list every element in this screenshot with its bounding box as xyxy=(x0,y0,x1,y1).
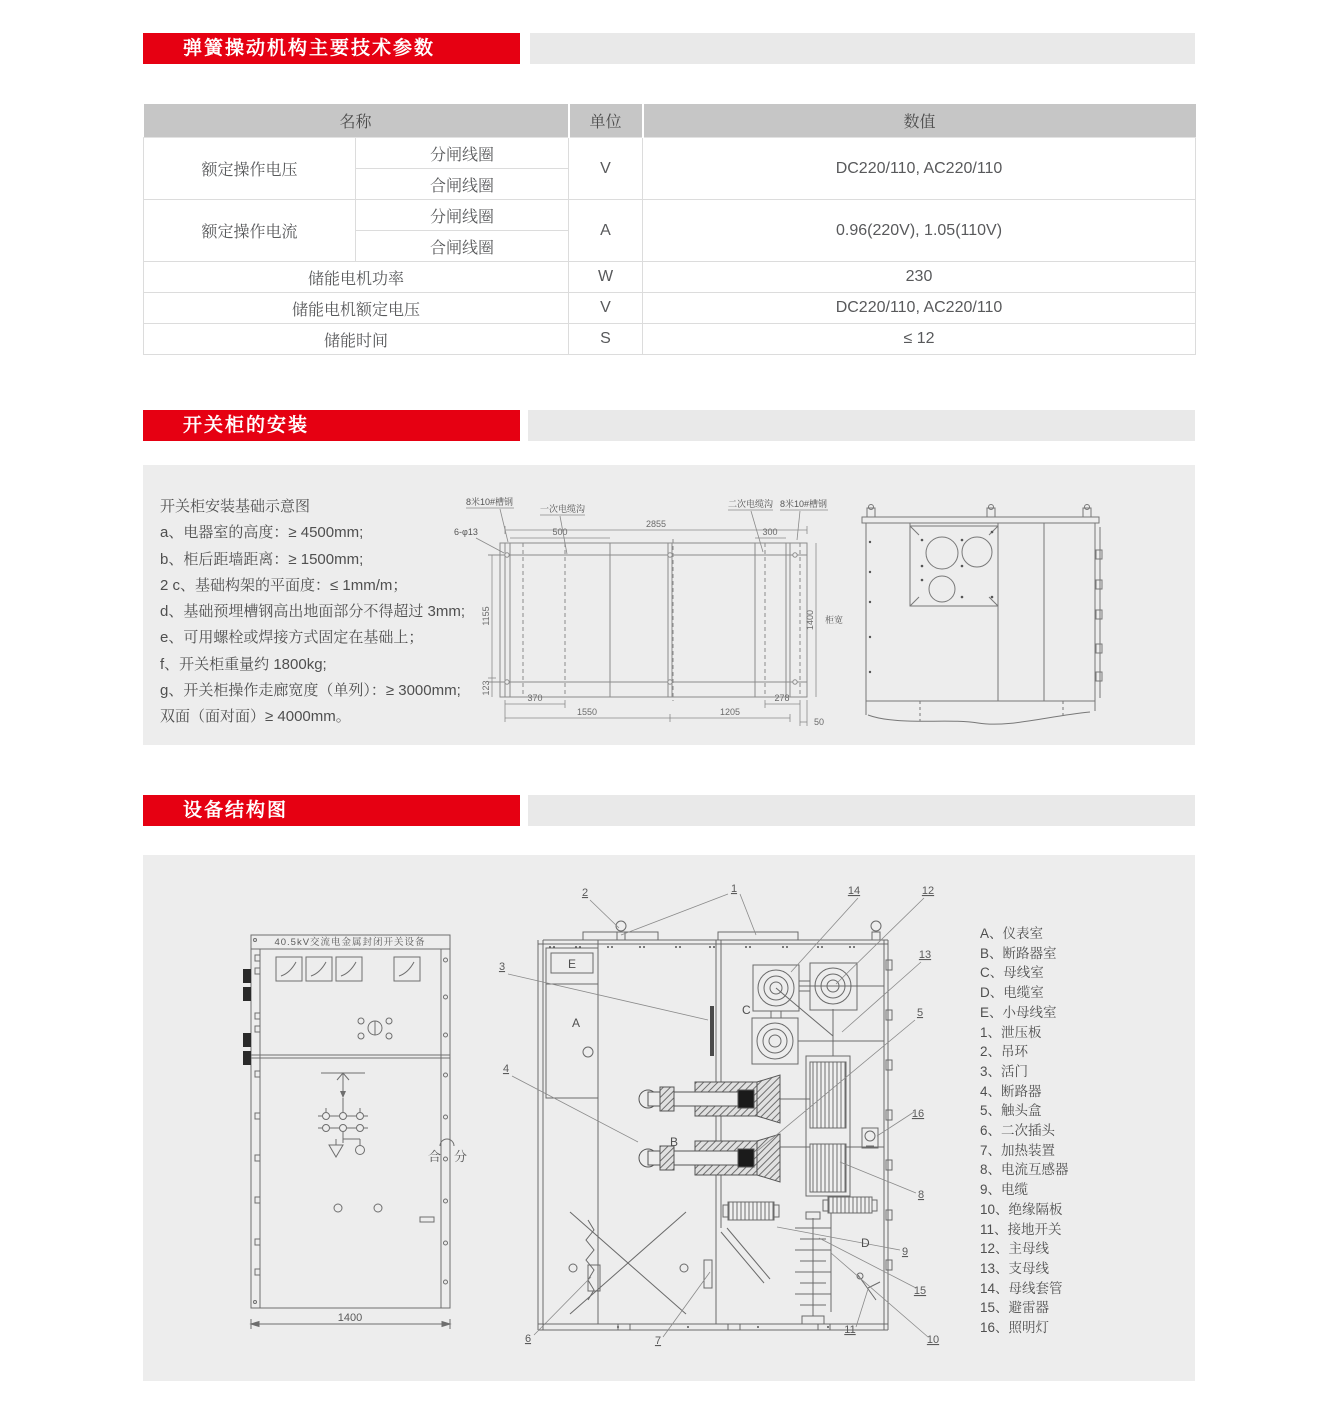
parameters-table xyxy=(143,104,1196,355)
cell-value: DC220/110, AC220/110 xyxy=(643,138,1196,200)
frontview-outline xyxy=(251,935,454,1329)
table-row xyxy=(144,138,1196,169)
section-banner-spring-params: 弹簧操动机构主要技术参数 xyxy=(143,33,520,64)
install-note-line: f、开关柜重量约 1800kg; xyxy=(160,655,327,673)
plan-dimension-labels xyxy=(481,519,843,727)
legend-item: 2、吊环 xyxy=(980,1044,1029,1060)
callout-8: 8 xyxy=(917,1189,925,1201)
dim-1155: 1155 xyxy=(481,606,491,626)
anchor-holes-label: 6-φ13 xyxy=(454,527,478,537)
banner-gray-bar xyxy=(530,33,1195,64)
legend-item: A、仪表室 xyxy=(980,926,1044,941)
col-header-name: 名称 xyxy=(144,104,569,138)
cell-value: 230 xyxy=(643,262,1196,293)
dim-300: 300 xyxy=(762,527,778,537)
roof-bolts xyxy=(549,946,855,1328)
legend-item: 7、加热装置 xyxy=(980,1142,1056,1158)
table-header-row xyxy=(144,104,1196,138)
callout-16: 16 xyxy=(911,1108,925,1120)
table-row xyxy=(144,324,1196,355)
callout-4: 4 xyxy=(502,1063,510,1075)
legend-item: 13、支母线 xyxy=(980,1260,1050,1276)
topview-bolts xyxy=(869,531,994,674)
cell-sub: 合闸线圈 xyxy=(356,231,569,262)
dim-total: 2855 xyxy=(645,519,667,529)
banner-gray-bar xyxy=(528,795,1195,826)
dim-1205: 1205 xyxy=(719,707,741,717)
channel-steel-right-label: 8米10#槽钢 xyxy=(780,499,828,509)
install-note-line: 2 c、基础构架的平面度：≤ 1mm/m； xyxy=(160,576,408,594)
plan-outline xyxy=(488,539,807,701)
arrow-glyph xyxy=(340,1091,346,1098)
channel-steel-left-label: 8米10#槽钢 xyxy=(466,497,514,507)
compartment-E: E xyxy=(568,957,577,971)
secondary-trench-label: 二次电缆沟 xyxy=(728,499,774,509)
cell-group: 储能电机额定电压 xyxy=(144,293,569,324)
callout-11: 11 xyxy=(844,1324,856,1336)
install-note-line: e、可用螺栓或焊接方式固定在基础上； xyxy=(160,629,424,647)
cell-sub: 分闸线圈 xyxy=(356,138,569,169)
callout-14: 14 xyxy=(847,885,861,897)
legend-item: B、断路器室 xyxy=(980,945,1057,961)
install-note-line: a、电器室的高度：≥ 4500mm; xyxy=(160,524,364,542)
legend-item: 15、避雷器 xyxy=(980,1300,1050,1316)
col-header-value: 数值 xyxy=(643,104,1196,138)
cell-value: DC220/110, AC220/110 xyxy=(643,293,1196,324)
callout-6: 6 xyxy=(524,1333,532,1345)
cell-unit: W xyxy=(569,262,643,293)
callout-3: 3 xyxy=(498,961,506,973)
legend-item: 5、触头盒 xyxy=(980,1103,1042,1119)
close-label: 合 xyxy=(428,1149,442,1164)
legend-item: 8、电流互感器 xyxy=(980,1162,1069,1178)
callout-7: 7 xyxy=(654,1335,662,1347)
anchor-holes xyxy=(505,553,797,684)
compartment-B: B xyxy=(670,1135,679,1149)
open-label: 分 xyxy=(454,1149,468,1164)
bushing-row-1 xyxy=(639,1075,780,1123)
legend-item: 3、活门 xyxy=(980,1063,1029,1079)
dim-1400: 1400 xyxy=(805,609,815,631)
callout-2: 2 xyxy=(581,887,589,899)
legend-item: 9、电缆 xyxy=(980,1182,1029,1198)
primary-trench-label: 一次电缆沟 xyxy=(540,504,586,514)
legend-item: D、电缆室 xyxy=(980,985,1044,1001)
callout-15: 15 xyxy=(913,1285,927,1297)
dim-50: 50 xyxy=(814,717,825,727)
foundation-plan-drawing xyxy=(448,492,848,742)
shutter-plate xyxy=(710,1006,714,1056)
cell-group: 储能时间 xyxy=(144,324,569,355)
cell-value: ≤ 12 xyxy=(643,324,1196,355)
legend-item: C、母线室 xyxy=(980,965,1044,981)
legend-item: E、小母线室 xyxy=(980,1004,1057,1020)
section-banner-structure: 设备结构图 xyxy=(143,795,520,826)
installation-notes xyxy=(160,494,480,731)
bushing-row-2 xyxy=(639,1134,780,1182)
legend-item: 16、照明灯 xyxy=(980,1320,1050,1336)
install-note-heading: 开关柜安装基础示意图 xyxy=(160,498,311,515)
compartment-A: A xyxy=(572,1016,581,1030)
legend-item: 12、主母线 xyxy=(980,1241,1050,1257)
callout-12: 12 xyxy=(921,885,935,897)
install-note-line: 双面（面对面）≥ 4000mm。 xyxy=(160,708,351,726)
cell-unit: V xyxy=(569,138,643,200)
front-width-dim: 1400 xyxy=(337,1312,363,1324)
cell-group: 额定操作电流 xyxy=(144,200,356,262)
cell-unit: S xyxy=(569,324,643,355)
structure-legend xyxy=(980,924,1180,1338)
cell-group: 额定操作电压 xyxy=(144,138,356,200)
col-header-unit: 单位 xyxy=(569,104,643,138)
cell-group: 储能电机功率 xyxy=(144,262,569,293)
cabinet-section-view-drawing xyxy=(488,880,978,1355)
front-view-title: 40.5kV交流电金属封闭开关设备 xyxy=(274,937,426,948)
install-note-line: d、基础预埋槽钢高出地面部分不得超过 3mm; xyxy=(160,603,466,621)
callout-5: 5 xyxy=(916,1007,924,1019)
cell-value: 0.96(220V), 1.05(110V) xyxy=(643,200,1196,262)
legend-item: 1、泄压板 xyxy=(980,1024,1042,1040)
cell-unit: V xyxy=(569,293,643,324)
cell-sub: 合闸线圈 xyxy=(356,169,569,200)
dim-278: 278 xyxy=(774,693,790,703)
section-banner-installation: 开关柜的安装 xyxy=(143,410,520,441)
table-row xyxy=(144,200,1196,231)
callout-9: 9 xyxy=(901,1246,909,1258)
compartment-C: C xyxy=(742,1003,751,1017)
cabinet-front-view-drawing xyxy=(238,925,488,1337)
compartment-D: D xyxy=(861,1236,870,1250)
callout-13: 13 xyxy=(918,949,932,961)
table-row xyxy=(144,293,1196,324)
legend-item: 4、断路器 xyxy=(980,1083,1042,1099)
install-note-line: g、开关柜操作走廊宽度（单列）：≥ 3000mm; xyxy=(160,682,461,700)
legend-item: 10、绝缘隔板 xyxy=(980,1201,1063,1217)
legend-item: 11、接地开关 xyxy=(980,1221,1062,1237)
callout-10: 10 xyxy=(926,1334,940,1346)
dim-123: 123 xyxy=(481,680,491,696)
cabinet-top-view-drawing xyxy=(858,502,1103,742)
legend-item: 6、二次插头 xyxy=(980,1123,1056,1139)
callout-1: 1 xyxy=(730,883,738,895)
table-row xyxy=(144,262,1196,293)
door-hinges xyxy=(243,969,251,1065)
cabinet-width-label: 柜宽 xyxy=(825,615,844,625)
cell-unit: A xyxy=(569,200,643,262)
dim-370: 370 xyxy=(527,693,543,703)
dim-500: 500 xyxy=(552,527,568,537)
topview-outline xyxy=(862,505,1102,725)
cell-sub: 分闸线圈 xyxy=(356,200,569,231)
legend-item: 14、母线套管 xyxy=(980,1280,1063,1296)
dim-1550: 1550 xyxy=(576,707,598,717)
banner-gray-bar xyxy=(528,410,1195,441)
spec-table-wrap xyxy=(143,104,1196,355)
install-note-line: b、柜后距墙距离：≥ 1500mm; xyxy=(160,550,364,568)
